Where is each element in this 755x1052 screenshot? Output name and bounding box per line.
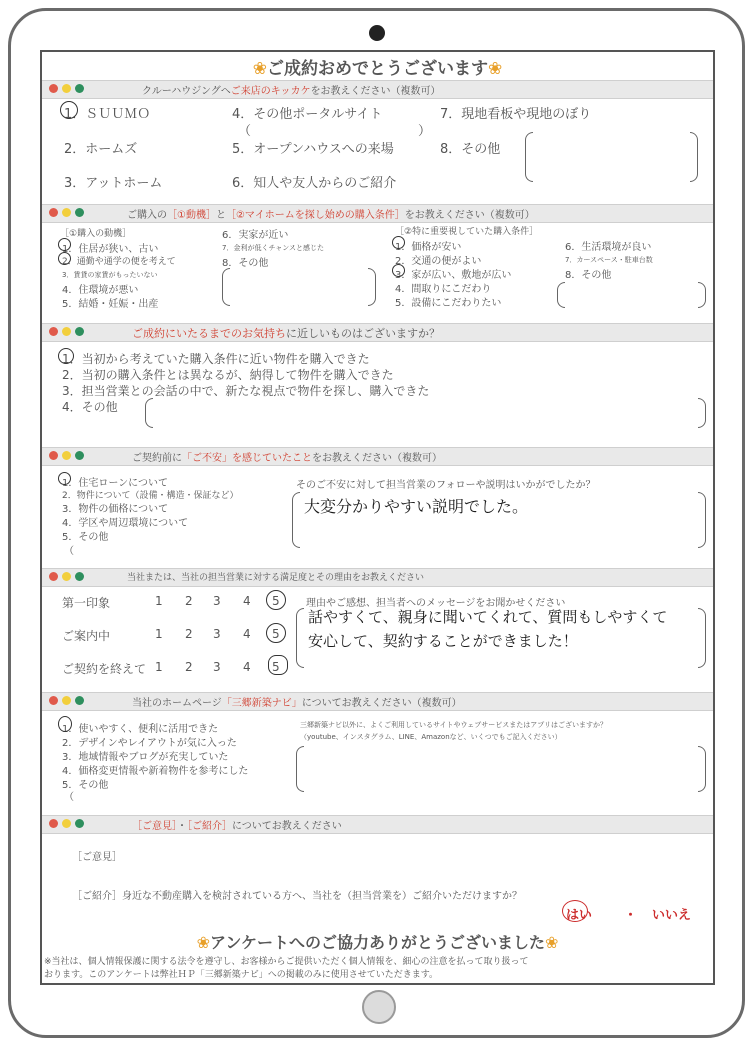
bracket-right: [698, 282, 706, 308]
flower-icon: ❀: [545, 933, 559, 952]
rating-label: 第一印象: [62, 596, 111, 610]
selected-mark: [58, 472, 71, 485]
condition-option[interactable]: 5．設備にこだわりたい: [395, 298, 502, 309]
section-header-motive: [42, 204, 713, 223]
referral-question: ［ご紹介］身近な不動産購入を検討されている方へ、当社を（担当営業を）ご紹介いただけますか？: [72, 891, 522, 902]
rating-2[interactable]: 2: [185, 660, 193, 674]
motive-option[interactable]: 2．通勤や通学の便を考えて: [62, 257, 176, 267]
answer-yes[interactable]: はい: [566, 908, 593, 923]
selected-mark: [58, 716, 72, 732]
rating-3[interactable]: 3: [213, 594, 221, 608]
bracket-right: [698, 746, 706, 792]
traffic-dots-icon: [49, 208, 88, 227]
handwritten-message-line2: 安心して、契約することができました！: [308, 632, 578, 650]
condition-heading: ［②特に重要視していた購入条件］: [395, 227, 539, 237]
bracket-right: [368, 268, 376, 306]
flower-icon: ❀: [252, 59, 267, 79]
traffic-dots-icon: [49, 572, 88, 591]
rating-5[interactable]: 5: [272, 627, 280, 641]
motive-option[interactable]: 8．その他: [222, 258, 269, 269]
paren-left: （: [238, 124, 252, 139]
motive-heading: ［①購入の動機］: [60, 229, 132, 239]
rating-label: ご案内中: [62, 629, 111, 643]
section-header-satisfaction: [42, 568, 713, 587]
home-button[interactable]: [362, 990, 396, 1024]
selected-mark: [58, 252, 71, 265]
section-header-anxiety: [42, 447, 713, 466]
rating-4[interactable]: 4: [243, 627, 251, 641]
message-question: 理由やご感想、担当者へのメッセージをお聞かせください: [306, 598, 566, 609]
thanks-text: アンケートへのご協力ありがとうございました: [209, 933, 546, 952]
option-athome[interactable]: 3．アットホーム: [64, 176, 163, 191]
condition-option[interactable]: 7．カースペース・駐車台数: [565, 256, 653, 264]
selected-mark: [266, 623, 286, 643]
opinion-label: ［ご意見］: [72, 852, 122, 863]
feeling-option[interactable]: 1．当初から考えていた購入条件に近い物件を購入できた: [62, 352, 370, 366]
selected-mark: [268, 655, 288, 675]
camera-dot: [369, 25, 385, 41]
anxiety-option[interactable]: 2．物件について（設備・構造・保証など）: [62, 491, 239, 501]
feeling-option[interactable]: 3．担当営業との会話の中で、新たな視点で物件を探し、購入できた: [62, 384, 430, 398]
anxiety-option[interactable]: 4．学区や周辺環境について: [62, 518, 189, 529]
homepage-option[interactable]: 5．その他: [62, 780, 109, 791]
motive-option[interactable]: 4．住環境が悪い: [62, 285, 139, 296]
feeling-option[interactable]: 4．その他: [62, 400, 118, 414]
rating-3[interactable]: 3: [213, 660, 221, 674]
paren-left: （: [64, 792, 74, 803]
sites-question: 三郷新築ナビ以外に、よくご利用しているサイトやウェブサービスまたはアプリはございますか？: [300, 721, 607, 729]
selected-mark: [392, 264, 405, 277]
rating-label: ご契約を終えて: [62, 662, 147, 676]
homepage-option[interactable]: 4．価格変更情報や新着物件を参考にした: [62, 766, 249, 777]
rating-1[interactable]: 1: [155, 627, 163, 641]
anxiety-option[interactable]: 1．住宅ローンについて: [62, 478, 168, 489]
feeling-option[interactable]: 2．当初の購入条件とは異なるが、納得して物件を購入できた: [62, 368, 394, 382]
bracket-left: [296, 608, 304, 668]
page-title: [0, 54, 755, 79]
motive-option[interactable]: 7．金利が低くチャンスと感じた: [222, 244, 325, 252]
condition-option[interactable]: 3．家が広い、敷地が広い: [395, 270, 512, 281]
rating-4[interactable]: 4: [243, 660, 251, 674]
option-suumo[interactable]: 1．ＳＵＵＭＯ: [64, 107, 151, 122]
motive-option[interactable]: 3．賃貸の家賃がもったいない: [62, 271, 158, 279]
bracket-right: [698, 608, 706, 668]
homepage-option[interactable]: 3．地域情報やブログが充実していた: [62, 752, 229, 763]
traffic-dots-icon: [49, 451, 88, 470]
bracket-left: [222, 268, 230, 306]
bracket-right: [698, 492, 706, 548]
motive-option[interactable]: 6．実家が近い: [222, 230, 289, 241]
rating-3[interactable]: 3: [213, 627, 221, 641]
section-title: ［ご意見］・［ご紹介］についてお教えください: [132, 821, 342, 832]
handwritten-answer: 大変分かりやすい説明でした。: [304, 497, 529, 516]
option-other-portal[interactable]: 4．その他ポータルサイト: [232, 107, 383, 122]
section-header-opinion: [42, 815, 713, 834]
bracket-left: [145, 398, 153, 428]
handwritten-message-line1: 話やすくて、親身に聞いてくれて、質問もしやすくて: [308, 608, 668, 626]
bracket-right: [690, 132, 698, 182]
traffic-dots-icon: [49, 696, 88, 715]
followup-question: そのご不安に対して担当営業のフォローや説明はいかがでしたか？: [296, 480, 596, 491]
section-title: 当社のホームページ「三郷新築ナビ」についてお教えください（複数可）: [132, 698, 462, 709]
section-title: ご購入の［①動機］と［②マイホームを探し始めの購入条件］をお教えください（複数可）: [127, 210, 535, 221]
rating-5[interactable]: 5: [272, 594, 280, 608]
section-header-homepage: [42, 692, 713, 711]
traffic-dots-icon: [49, 819, 88, 838]
rating-2[interactable]: 2: [185, 627, 193, 641]
motive-option[interactable]: 5．結婚・妊娠・出産: [62, 299, 159, 310]
section-header-feelings: [42, 323, 713, 342]
bracket-right: [698, 398, 706, 428]
sites-question-hint: （youtube、インスタグラム、LINE、Amazonなど、いくつでもご記入ください）: [300, 733, 562, 741]
option-homes[interactable]: 2．ホームズ: [64, 142, 138, 157]
condition-option[interactable]: 4．間取りにこだわり: [395, 284, 492, 295]
condition-option[interactable]: 8．その他: [565, 270, 612, 281]
flower-icon: ❀: [196, 933, 210, 952]
paren-left: （: [64, 546, 74, 557]
section-title: ご成約にいたるまでのお気持ちに近しいものはございますか？: [132, 327, 440, 340]
answer-no[interactable]: いいえ: [652, 908, 692, 923]
privacy-note-line1: ※当社は、個人情報保護に関する法令を遵守し、お客様からご提供いただく個人情報を、細心の注意を払って取り扱って: [44, 957, 529, 967]
privacy-note-line2: おります。このアンケートは弊社ＨＰ「三郷新築ナビ」への掲載のみに使用させていただきます。: [44, 970, 439, 980]
condition-option[interactable]: 6．生活環境が良い: [565, 242, 652, 253]
traffic-dots-icon: [49, 327, 88, 346]
rating-4[interactable]: 4: [243, 594, 251, 608]
answer-separator: ・: [624, 908, 638, 923]
rating-5[interactable]: 5: [272, 660, 280, 674]
selected-mark: [562, 900, 588, 922]
selected-mark: [60, 101, 78, 119]
option-signboard[interactable]: 7．現地看板や現地のぼり: [440, 107, 592, 122]
section-title: 当社または、当社の担当営業に対する満足度とその理由をお教えください: [127, 573, 425, 583]
option-other[interactable]: 8．その他: [440, 142, 501, 157]
homepage-option[interactable]: 2．デザインやレイアウトが気に入った: [62, 738, 237, 749]
paren-right: ）: [418, 124, 432, 139]
bracket-left: [557, 282, 565, 308]
selected-mark: [58, 238, 71, 251]
bracket-left: [525, 132, 533, 182]
selected-mark: [266, 590, 286, 610]
title-text: ご成約おめでとうございます: [267, 59, 488, 79]
bracket-left: [292, 492, 300, 548]
section-title: ご契約前に「ご不安」を感じていたことをお教えください（複数可）: [132, 453, 442, 464]
bracket-left: [296, 746, 304, 792]
rating-2[interactable]: 2: [185, 594, 193, 608]
thanks-message: [0, 930, 755, 953]
motive-option[interactable]: 1．住居が狭い、古い: [62, 244, 159, 255]
selected-mark: [392, 236, 405, 249]
condition-option[interactable]: 2．交通の便がよい: [395, 256, 482, 267]
option-open-house[interactable]: 5．オープンハウスへの来場: [232, 142, 394, 157]
selected-mark: [58, 348, 74, 364]
anxiety-option[interactable]: 5．その他: [62, 532, 109, 543]
condition-option[interactable]: 1．価格が安い: [395, 242, 462, 253]
section-header-visit: [42, 80, 713, 99]
rating-1[interactable]: 1: [155, 660, 163, 674]
option-referral[interactable]: 6．知人や友人からのご紹介: [232, 176, 397, 191]
flower-icon: ❀: [488, 59, 503, 79]
anxiety-option[interactable]: 3．物件の価格について: [62, 504, 169, 515]
section-title: クルーハウジングへご来店のキッカケをお教えください（複数可）: [142, 86, 441, 97]
homepage-option[interactable]: 1．使いやすく、便利に活用できた: [62, 724, 219, 735]
rating-1[interactable]: 1: [155, 594, 163, 608]
